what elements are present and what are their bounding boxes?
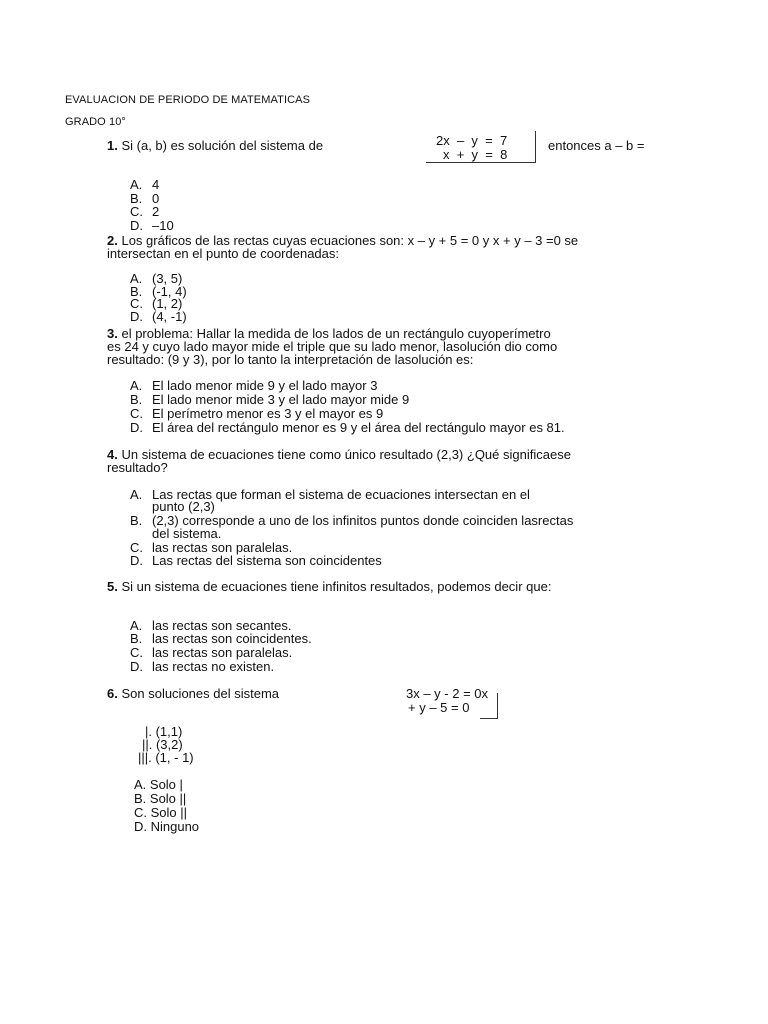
question-number: 2. xyxy=(107,233,118,248)
question-4 xyxy=(107,448,571,461)
option-d: D. –10 xyxy=(130,218,174,233)
question-number: 5. xyxy=(107,579,118,594)
option-b: B. (2,3) corresponde a uno de los infinitos puntos donde coinciden lasrectas xyxy=(130,513,574,528)
option-c: C. 2 xyxy=(130,204,160,219)
question-text: Son soluciones del sistema xyxy=(121,686,279,701)
question-text: Un sistema de ecuaciones tiene como único resultado (2,3) ¿Qué significaese xyxy=(121,447,571,462)
option-a: A. Solo | xyxy=(134,777,183,792)
system-eq-2: x + y = 8 xyxy=(443,147,508,162)
option-a: A. El lado menor mide 9 y el lado mayor 3 xyxy=(130,378,378,393)
question-3-line-3: resultado: (9 y 3), por lo tanto la interpretación de lasolución es: xyxy=(107,352,474,367)
option-d: D. (4, -1) xyxy=(130,309,187,324)
option-c: C. El perímetro menor es 3 y el mayor es 9 xyxy=(130,406,384,421)
system-bracket xyxy=(535,131,536,163)
option-a-continued: punto (2,3) xyxy=(152,499,215,514)
option-c: C. (1, 2) xyxy=(130,296,183,311)
question-2-line-2: intersectan en el punto de coordenadas: xyxy=(107,246,340,261)
question-5 xyxy=(107,580,551,593)
question-text: Los gráficos de las rectas cuyas ecuaciones son: x – y + 5 = 0 y x + y – 3 =0 se xyxy=(121,233,579,248)
question-1-tail: entonces a – b = xyxy=(548,138,645,153)
option-c: C. las rectas son paralelas. xyxy=(130,645,293,660)
solution-item-1: |. (1,1) xyxy=(145,724,183,739)
question-text: Si (a, b) es solución del sistema de xyxy=(121,138,324,153)
question-3-line-2: es 24 y cuyo lado mayor mide el triple que su lado menor, lasolución dio como xyxy=(107,339,558,354)
option-d: D. El área del rectángulo menor es 9 y el área del rectángulo mayor es 81. xyxy=(130,420,565,435)
system-eq-1: 3x – y - 2 = 0x xyxy=(406,686,489,701)
option-b: B. El lado menor mide 3 y el lado mayor mide 9 xyxy=(130,392,410,407)
option-b-continued: del sistema. xyxy=(152,526,222,541)
question-number: 6. xyxy=(107,686,118,701)
option-a: A. (3, 5) xyxy=(130,271,183,286)
solution-item-3: |||. (1, - 1) xyxy=(138,750,194,765)
option-a: A. las rectas son secantes. xyxy=(130,618,292,633)
system-eq-2: + y – 5 = 0 xyxy=(408,700,470,715)
option-b: B. Solo || xyxy=(134,791,187,806)
option-c: C. Solo || xyxy=(134,805,187,820)
option-b: B. 0 xyxy=(130,191,160,206)
question-text: el problema: Hallar la medida de los lados de un rectángulo cuyoperímetro xyxy=(121,326,551,341)
system-eq-1: 2x – y = 7 xyxy=(436,133,508,148)
question-number: 4. xyxy=(107,447,118,462)
system-bracket xyxy=(497,693,498,719)
solution-item-2: ||. (3,2) xyxy=(142,737,183,752)
question-number: 3. xyxy=(107,326,118,341)
option-a: A. Las rectas que forman el sistema de ecuaciones intersectan en el xyxy=(130,487,530,502)
grade-label: GRADO 10° xyxy=(65,116,126,128)
question-1 xyxy=(107,139,323,152)
system-underline xyxy=(480,718,498,719)
option-b: B. las rectas son coincidentes. xyxy=(130,631,312,646)
question-number: 1. xyxy=(107,138,118,153)
option-d: D. Las rectas del sistema son coincidentes xyxy=(130,553,382,568)
question-text: Si un sistema de ecuaciones tiene infinitos resultados, podemos decir que: xyxy=(121,579,552,594)
option-d: D. Ninguno xyxy=(134,819,200,834)
question-6 xyxy=(107,687,279,700)
system-underline xyxy=(426,162,535,163)
option-c: C. las rectas son paralelas. xyxy=(130,540,293,555)
option-b: B. (-1, 4) xyxy=(130,284,187,299)
question-4-line-2: resultado? xyxy=(107,460,168,475)
option-a: A. 4 xyxy=(130,177,160,192)
option-d: D. las rectas no existen. xyxy=(130,659,275,674)
exam-title: EVALUACION DE PERIODO DE MATEMATICAS xyxy=(65,94,311,106)
